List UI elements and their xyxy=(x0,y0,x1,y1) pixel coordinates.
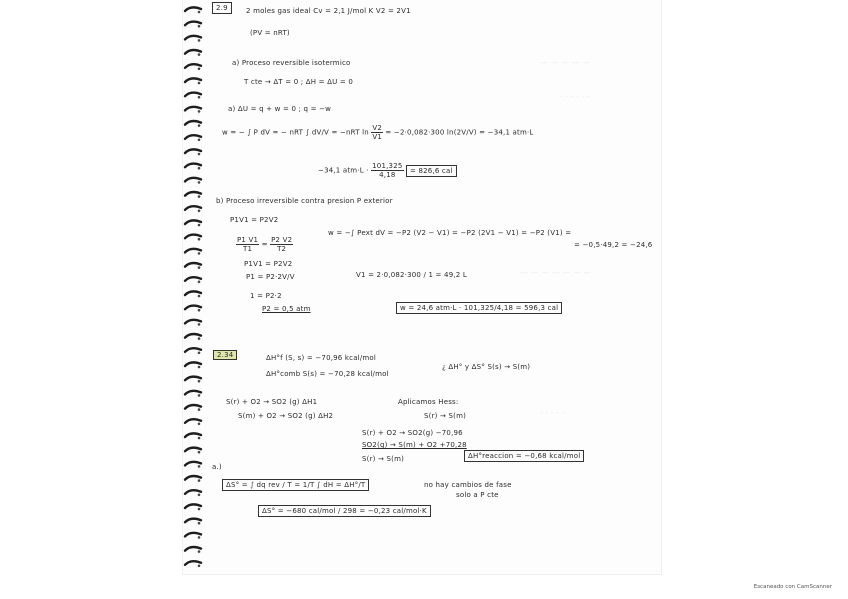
entropy-note-2: solo a P cte xyxy=(456,491,499,499)
binding-ring xyxy=(185,448,201,452)
binding-ring xyxy=(185,121,201,125)
problem-number-2: 2.34 xyxy=(213,351,237,359)
binding-hole xyxy=(198,195,201,198)
reaction-1: S(r) + O2 → SO2 (g) ΔH1 xyxy=(226,398,318,406)
binding-hole xyxy=(198,309,201,312)
binding-ring xyxy=(185,306,201,310)
binding-hole xyxy=(198,494,201,497)
binding-hole xyxy=(198,479,201,482)
entropy-result: ΔS° = −680 cal/mol / 298 = −0,23 cal/mol·K xyxy=(258,507,431,515)
binding-hole xyxy=(198,565,201,568)
binding-hole xyxy=(198,210,201,213)
binding-hole xyxy=(198,11,201,14)
binding-hole xyxy=(198,408,201,411)
pressure-line: 1 = P2·2 xyxy=(250,292,282,300)
binding-ring xyxy=(185,291,201,295)
hess-sum-line-2: SO2(g) → S(m) + O2 +70,28 xyxy=(362,441,467,449)
w-irreversible-result: = −0,5·49,2 = −24,6 xyxy=(574,241,653,249)
bleed-through-text: - - - - - xyxy=(540,408,565,417)
reaction-2: S(m) + O2 → SO2 (g) ΔH2 xyxy=(238,412,334,420)
binding-hole xyxy=(198,550,201,553)
binding-hole xyxy=(198,110,201,113)
question: ¿ ΔH° y ΔS° S(s) → S(m) xyxy=(442,363,531,371)
binding-ring xyxy=(185,547,201,551)
binding-ring xyxy=(185,405,201,409)
part-a-conditions: T cte → ΔT = 0 ; ΔH = ΔU = 0 xyxy=(244,78,354,86)
binding-hole xyxy=(198,266,201,269)
binding-hole xyxy=(198,281,201,284)
binding-hole xyxy=(198,380,201,383)
binding-hole xyxy=(198,153,201,156)
spiral-binding xyxy=(183,0,203,574)
part-a-title: a) Proceso reversible isotermico xyxy=(232,59,351,67)
binding-hole xyxy=(198,536,201,539)
watermark: Escaneado con CamScanner xyxy=(753,584,832,590)
binding-ring xyxy=(185,93,201,97)
binding-hole xyxy=(198,508,201,511)
binding-hole xyxy=(198,465,201,468)
binding-hole xyxy=(198,323,201,326)
binding-ring xyxy=(185,164,201,168)
binding-hole xyxy=(198,39,201,42)
binding-ring xyxy=(185,263,201,267)
binding-hole xyxy=(198,224,201,227)
state-equation: P1V1 = P2V2 xyxy=(230,216,279,224)
binding-hole xyxy=(198,252,201,255)
binding-ring xyxy=(185,561,201,565)
statement-line-1: ΔH°f (S, s) = −70,96 kcal/mol xyxy=(266,354,377,362)
entropy-note: no hay cambios de fase xyxy=(424,481,512,489)
delta-h-result: ΔH°reaccion = −0,68 kcal/mol xyxy=(464,452,584,460)
binding-hole xyxy=(198,352,201,355)
binding-ring xyxy=(185,149,201,153)
binding-ring xyxy=(185,377,201,381)
binding-ring xyxy=(185,519,201,523)
pressure-result: P2 = 0,5 atm xyxy=(262,305,311,313)
method: Aplicamos Hess: xyxy=(398,398,459,406)
binding-ring xyxy=(185,50,201,54)
binding-ring xyxy=(185,36,201,40)
w-final: w = 24,6 atm·L · 101,325/4,18 = 596,3 cal xyxy=(396,304,562,312)
statement-line-2: ΔH°comb S(s) = −70,28 kcal/mol xyxy=(266,370,389,378)
binding-ring xyxy=(185,362,201,366)
problem-header: 2 moles gas ideal Cv = 2,1 J/mol K V2 = 2V1 xyxy=(246,7,411,15)
binding-ring xyxy=(185,391,201,395)
bleed-through-text: - - - - - - xyxy=(560,92,591,101)
binding-ring xyxy=(185,533,201,537)
part-b-title: b) Proceso irreversible contra presion P exterior xyxy=(216,197,393,205)
target-reaction: S(r) → S(m) xyxy=(424,412,467,420)
binding-ring xyxy=(185,220,201,224)
hess-sum-result: S(r) → S(m) xyxy=(362,455,405,463)
problem-header-sub: (PV = nRT) xyxy=(250,29,290,37)
p1-expression: P1 = P2·2V/V xyxy=(246,273,295,281)
binding-ring xyxy=(185,433,201,437)
binding-hole xyxy=(198,139,201,142)
binding-hole xyxy=(198,124,201,127)
binding-ring xyxy=(185,64,201,68)
v1-expression: V1 = 2·0,082·300 / 1 = 49,2 L xyxy=(356,271,467,279)
binding-hole xyxy=(198,337,201,340)
w-irreversible: w = −∫ Pext dV = −P2 (V2 − V1) = −P2 (2V1 − V1) = −P2 (V1) = xyxy=(328,229,572,237)
binding-ring xyxy=(185,320,201,324)
binding-hole xyxy=(198,68,201,71)
binding-hole xyxy=(198,295,201,298)
work-integral: w = − ∫ P dV = − nRT ∫ dV/V = −nRT ln $\frac{V2}{V1}$ = −2·0,082·300 ln(2V/V) = −34,1 atm·L xyxy=(222,124,534,141)
binding-ring xyxy=(185,277,201,281)
binding-ring xyxy=(185,490,201,494)
binding-ring xyxy=(185,462,201,466)
binding-ring xyxy=(185,22,201,26)
binding-ring xyxy=(185,348,201,352)
binding-hole xyxy=(198,82,201,85)
binding-hole xyxy=(198,423,201,426)
binding-ring xyxy=(185,334,201,338)
binding-hole xyxy=(198,53,201,56)
problem-number: 2.9 xyxy=(212,4,232,12)
binding-ring xyxy=(185,249,201,253)
conversion-line: −34,1 atm·L · $\frac{101,325}{4,18}$ = 826,6 cal xyxy=(318,162,457,179)
binding-hole xyxy=(198,25,201,28)
binding-hole xyxy=(198,366,201,369)
binding-hole xyxy=(198,451,201,454)
binding-ring xyxy=(185,7,201,11)
part-label: a.) xyxy=(212,463,222,471)
pv-relation-line: P1V1 = P2V2 xyxy=(244,260,293,268)
binding-ring xyxy=(185,235,201,239)
pv-relation: $\frac{P1 V1}{T1}$ = $\frac{P2 V2}{T2}$ xyxy=(237,236,293,253)
binding-ring xyxy=(185,135,201,139)
binding-ring xyxy=(185,476,201,480)
binding-ring xyxy=(185,78,201,82)
binding-ring xyxy=(185,206,201,210)
entropy-equation: ΔS° = ∫ dq rev / T = 1/T ∫ dH = ΔH°/T xyxy=(222,481,369,489)
binding-hole xyxy=(198,96,201,99)
binding-hole xyxy=(198,522,201,525)
energy-balance: a) ΔU = q + w = 0 ; q = −w xyxy=(228,105,332,113)
bleed-through-text: — — — — — — — xyxy=(520,268,592,277)
binding-hole xyxy=(198,181,201,184)
binding-ring xyxy=(185,419,201,423)
hess-sum-line-1: S(r) + O2 → SO2(g) −70,96 xyxy=(362,429,463,437)
binding-hole xyxy=(198,167,201,170)
bleed-through-text: — — — — — xyxy=(540,58,591,67)
binding-ring xyxy=(185,504,201,508)
binding-ring xyxy=(185,107,201,111)
binding-ring xyxy=(185,192,201,196)
binding-hole xyxy=(198,238,201,241)
binding-hole xyxy=(198,394,201,397)
binding-ring xyxy=(185,178,201,182)
binding-hole xyxy=(198,437,201,440)
